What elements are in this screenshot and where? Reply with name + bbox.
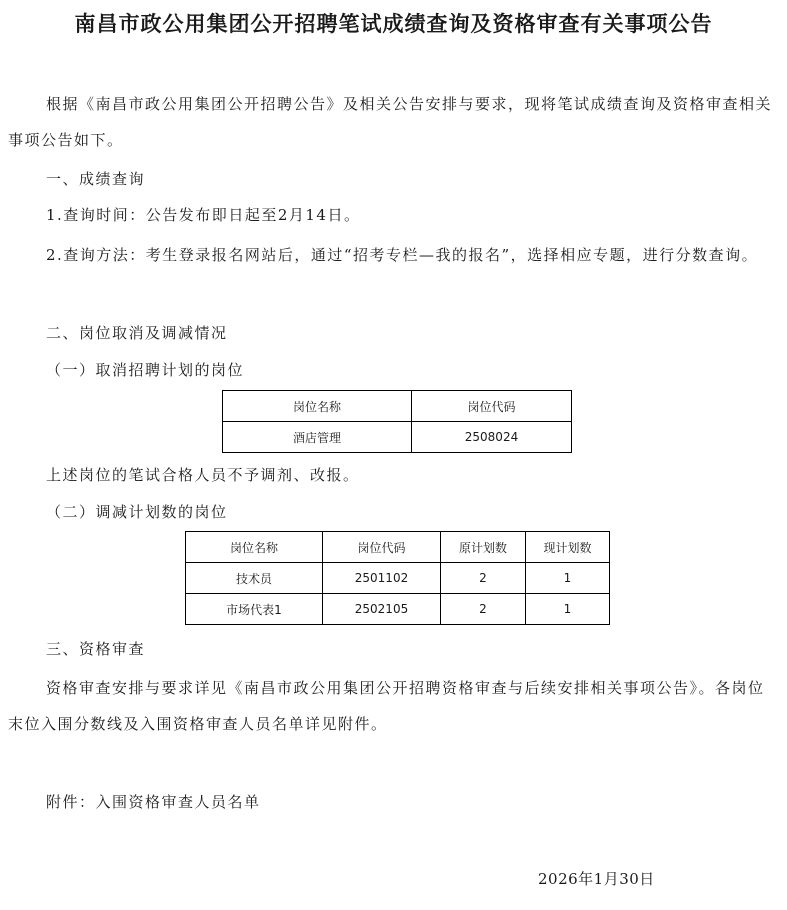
table-row bbox=[186, 594, 610, 625]
table-header-cell: 岗位代码 bbox=[323, 532, 441, 563]
table-cell: 酒店管理 bbox=[223, 422, 412, 453]
table-cell: 市场代表1 bbox=[186, 594, 323, 625]
table-cell: 2502105 bbox=[323, 594, 441, 625]
cancelled-positions-table bbox=[222, 390, 572, 453]
table-header-cell: 原计划数 bbox=[441, 532, 526, 563]
table-header-row bbox=[223, 391, 572, 422]
table-header-cell: 现计划数 bbox=[526, 532, 610, 563]
subsection-cancelled-positions: （一）取消招聘计划的岗位 bbox=[46, 361, 245, 379]
table-cell: 技术员 bbox=[186, 563, 323, 594]
notice-title: 南昌市政公用集团公开招聘笔试成绩查询及资格审查有关事项公告 bbox=[74, 11, 713, 36]
section-heading-score-query: 一、成绩查询 bbox=[46, 170, 146, 188]
attachment-link[interactable]: 附件：入围资格审查人员名单 bbox=[46, 793, 261, 811]
query-time-item: 1.查询时间：公告发布即日起至2月14日。 bbox=[46, 206, 361, 224]
qualification-review-paragraph: 资格审查安排与要求详见《南昌市政公用集团公开招聘资格审查与后续安排相关事项公告》。各岗位末位入围分数线及入围资格审查人员名单详见附件。 bbox=[8, 679, 765, 733]
section-heading-qualification-review: 三、资格审查 bbox=[46, 640, 146, 658]
table-row bbox=[186, 563, 610, 594]
intro-paragraph: 根据《南昌市政公用集团公开招聘公告》及相关公告安排与要求，现将笔试成绩查询及资格审查相关事项公告如下。 bbox=[8, 95, 773, 149]
table-cell: 2 bbox=[441, 594, 526, 625]
table-cell: 2501102 bbox=[323, 563, 441, 594]
table-cell: 1 bbox=[526, 594, 610, 625]
table-cell: 2 bbox=[441, 563, 526, 594]
table-row bbox=[223, 422, 572, 453]
section-heading-position-changes: 二、岗位取消及调减情况 bbox=[46, 324, 228, 342]
table-header-row bbox=[186, 532, 610, 563]
table-header-cell: 岗位代码 bbox=[412, 391, 572, 422]
table-cell: 2508024 bbox=[412, 422, 572, 453]
reduced-positions-table bbox=[185, 531, 610, 625]
query-method-item: 2.查询方法：考生登录报名网站后，通过“招考专栏—我的报名”，选择相应专题，进行分数查询。 bbox=[46, 246, 759, 264]
table-cell: 1 bbox=[526, 563, 610, 594]
publish-date: 2026年1月30日 bbox=[538, 870, 655, 888]
subsection-reduced-positions: （二）调减计划数的岗位 bbox=[46, 503, 228, 521]
transfer-note: 上述岗位的笔试合格人员不予调剂、改报。 bbox=[46, 466, 360, 484]
table-header-cell: 岗位名称 bbox=[223, 391, 412, 422]
table-header-cell: 岗位名称 bbox=[186, 532, 323, 563]
